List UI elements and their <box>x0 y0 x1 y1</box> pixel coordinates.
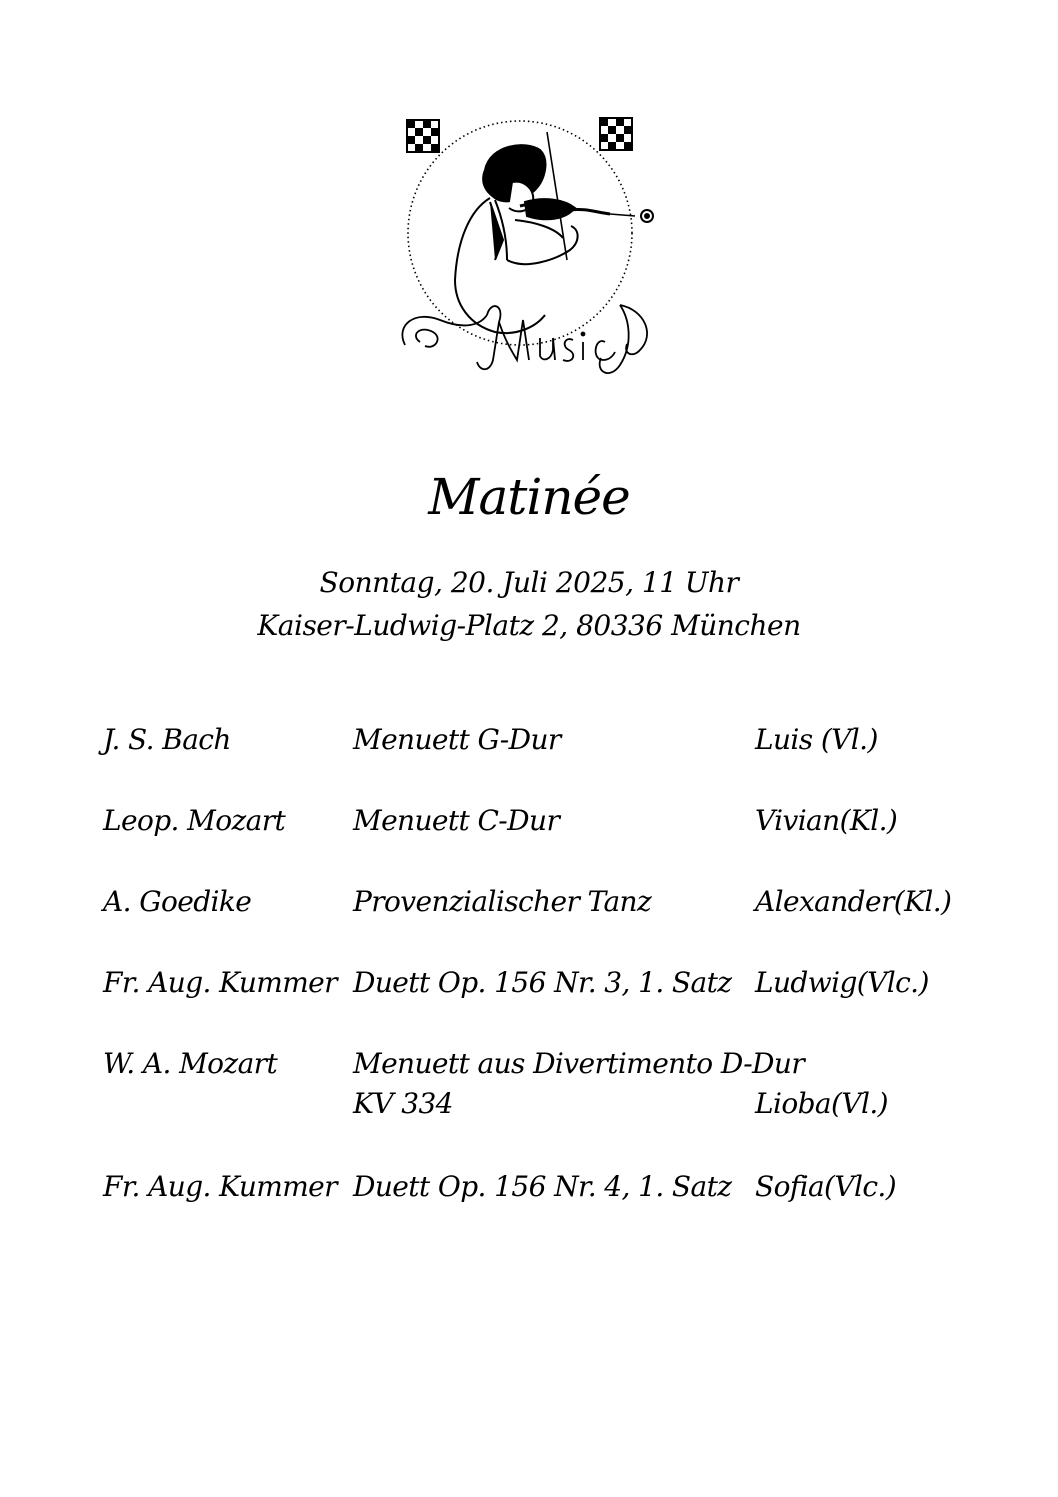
performer-name: Luis (Vl.) <box>755 723 878 756</box>
program-row <box>103 804 983 844</box>
piece-title: Menuett C-Dur <box>353 804 560 837</box>
piece-title: Duett Op. 156 Nr. 4, 1. Satz <box>353 1170 732 1203</box>
music-script-icon <box>402 305 647 373</box>
checkered-square-right-icon <box>600 118 632 150</box>
piece-title: Provenzialischer Tanz <box>353 885 652 918</box>
performer-name: Vivian(Kl.) <box>755 804 898 837</box>
program-row <box>103 885 983 925</box>
program-row <box>103 1170 983 1210</box>
program-row <box>103 723 983 763</box>
composer-name: Fr. Aug. Kummer <box>103 966 337 999</box>
program-row <box>103 1047 983 1127</box>
page-title: Matinée <box>428 468 630 526</box>
performer-name: Alexander(Kl.) <box>755 885 952 918</box>
composer-name: A. Goedike <box>103 885 252 918</box>
event-address: Kaiser-Ludwig-Platz 2, 80336 München <box>257 609 801 642</box>
piece-title-line2: KV 334 <box>353 1087 453 1120</box>
composer-name: W. A. Mozart <box>103 1047 278 1080</box>
violinist-music-logo <box>395 110 670 385</box>
performer-name: Ludwig(Vlc.) <box>755 966 929 999</box>
composer-name: J. S. Bach <box>103 723 231 756</box>
event-date: Sonntag, 20. Juli 2025, 11 Uhr <box>319 566 739 599</box>
composer-name: Leop. Mozart <box>103 804 286 837</box>
performer-name: Lioba(Vl.) <box>755 1087 888 1120</box>
performer-name: Sofia(Vlc.) <box>755 1170 897 1203</box>
checkered-square-left-icon <box>407 120 439 152</box>
piece-title: Menuett aus Divertimento D-Dur <box>353 1047 805 1080</box>
piece-title: Duett Op. 156 Nr. 3, 1. Satz <box>353 966 732 999</box>
program-row <box>103 966 983 1006</box>
composer-name: Fr. Aug. Kummer <box>103 1170 337 1203</box>
violinist-icon <box>455 132 653 333</box>
piece-title: Menuett G-Dur <box>353 723 561 756</box>
